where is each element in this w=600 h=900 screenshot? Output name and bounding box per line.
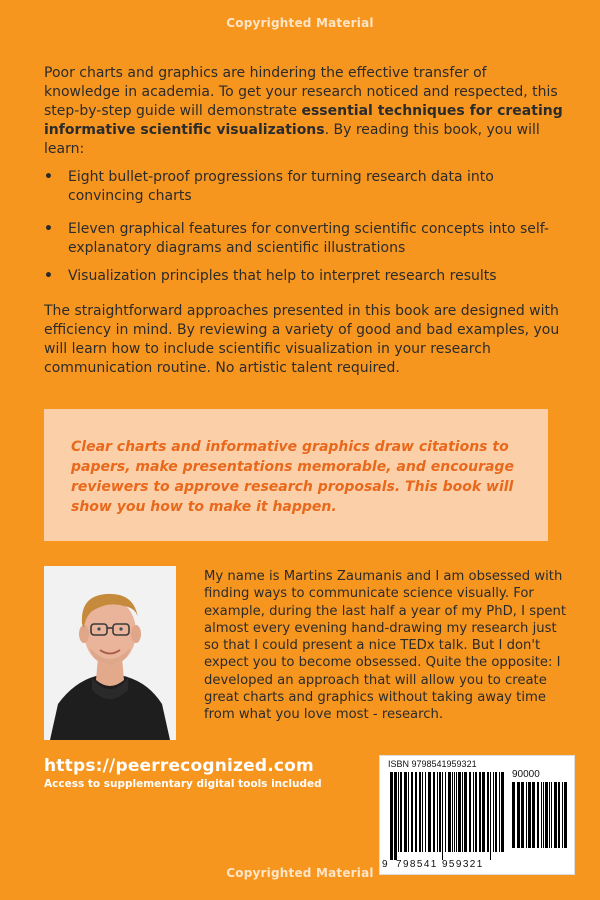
addon-barcode-bars	[512, 782, 570, 872]
website-link[interactable]: https://peerrecognized.com	[44, 756, 314, 776]
barcode-bar	[398, 772, 399, 852]
barcode-bar	[456, 772, 457, 852]
barcode-bar	[479, 772, 481, 852]
barcode-bar	[564, 782, 567, 848]
barcode-bar	[462, 772, 463, 852]
barcode-bar	[439, 772, 441, 852]
quote-box	[44, 409, 548, 541]
barcode-bar	[549, 782, 550, 848]
quote-text: Clear charts and informative graphics draw citations to papers, make presentations memorable, and encourage reviewers to approve research proposals. This book will show you how to make it happen.	[71, 439, 514, 515]
barcode-bar	[512, 782, 515, 848]
barcode-bar	[464, 772, 467, 852]
intro-paragraph	[44, 64, 564, 159]
barcode-bar	[482, 772, 485, 852]
barcode-bar	[517, 782, 520, 848]
bullet-item	[44, 168, 564, 206]
copyright-watermark-bottom: Copyrighted Material	[226, 866, 374, 880]
barcode-digits: 798541 959321	[396, 859, 484, 870]
bullet-marker: •	[44, 221, 53, 237]
barcode-bar	[499, 772, 500, 852]
barcode-bar	[521, 782, 524, 848]
barcode-bar	[445, 772, 446, 852]
ean-barcode-bars	[390, 772, 506, 862]
author-portrait-image	[44, 566, 176, 740]
website-subtitle: Access to supplementary digital tools included	[44, 778, 322, 790]
bullet-text: Visualization principles that help to interpret research results	[68, 268, 497, 284]
barcode-bar	[394, 772, 397, 860]
efficiency-paragraph: The straightforward approaches presented in this book are designed with efficiency in mind. By reviewing a variety of good and bad examples, you will learn how to include scientific visualization in your research communication routine. No artistic talent required.	[44, 303, 560, 376]
price-addon-code: 90000	[512, 769, 540, 780]
bullet-marker: •	[44, 169, 53, 185]
barcode-bar	[537, 782, 539, 848]
barcode-bar	[454, 772, 455, 852]
barcode-bar	[400, 772, 402, 852]
barcode-bar	[411, 772, 413, 852]
copyright-watermark-top: Copyrighted Material	[226, 16, 374, 30]
author-photo	[44, 566, 176, 740]
barcode-bar	[541, 782, 542, 848]
barcode-bar	[545, 782, 548, 848]
barcode-bar	[419, 772, 421, 852]
author-bio: My name is Martins Zaumanis and I am obsessed with finding ways to communicate science visually. For example, during the last half a year of my PhD, I spent almost every evening hand-drawing my research just so that I could present a nice TEDx talk. But I don't expect you to become obsessed. Quite the opposite: I developed an approach that will allow you to create great charts and graphics without taking away time from what you love most - research.	[204, 569, 567, 723]
bullet-marker: •	[44, 268, 53, 284]
barcode-bar	[415, 772, 417, 852]
bullet-item	[44, 220, 564, 258]
barcode-bar	[473, 772, 474, 852]
barcode-bar	[543, 782, 544, 848]
barcode-bar	[495, 772, 497, 852]
barcode-bar	[425, 772, 426, 852]
intro-bold-phrase: essential techniques for creating informative scientific visualizations	[44, 103, 563, 138]
barcode-first-digit: 9	[382, 859, 388, 870]
barcode-bar	[437, 772, 438, 852]
isbn-label: ISBN 9798541959321	[388, 759, 477, 769]
barcode-bar	[490, 772, 491, 860]
barcode-bar	[493, 772, 494, 852]
barcode-bar	[475, 772, 477, 852]
barcode-bar	[404, 772, 407, 852]
barcode-bar	[487, 772, 489, 852]
barcode-bar	[526, 782, 527, 848]
isbn-barcode	[379, 755, 575, 875]
barcode-bar	[428, 772, 431, 852]
barcode-bar	[442, 772, 443, 860]
barcode-bar	[422, 772, 423, 852]
barcode-bar	[390, 772, 393, 860]
barcode-bar	[458, 772, 461, 852]
bullet-text: Eight bullet-proof progressions for turning research data into convincing charts	[68, 169, 494, 204]
barcode-bar	[448, 772, 451, 852]
bullet-text: Eleven graphical features for converting scientific concepts into self-explanatory diagrams and scientific illustrations	[68, 221, 549, 256]
barcode-bar	[469, 772, 471, 852]
bullet-item	[44, 267, 497, 286]
barcode-bar	[528, 782, 531, 848]
barcode-bar	[551, 782, 552, 848]
barcode-bar	[408, 772, 409, 852]
barcode-bar	[554, 782, 557, 848]
barcode-bar	[558, 782, 560, 848]
barcode-bar	[532, 782, 535, 848]
intro-text-start: Poor charts and graphics are hindering the effective transfer of knowledge in academia. To get your research noticed and respected, this step-by-step guide will demonstrate	[44, 65, 558, 119]
intro-text-end: . By reading this book, you will learn:	[44, 122, 540, 157]
barcode-bar	[501, 772, 504, 852]
barcode-bar	[452, 772, 453, 852]
barcode-bar	[433, 772, 435, 852]
barcode-bar	[562, 782, 563, 848]
